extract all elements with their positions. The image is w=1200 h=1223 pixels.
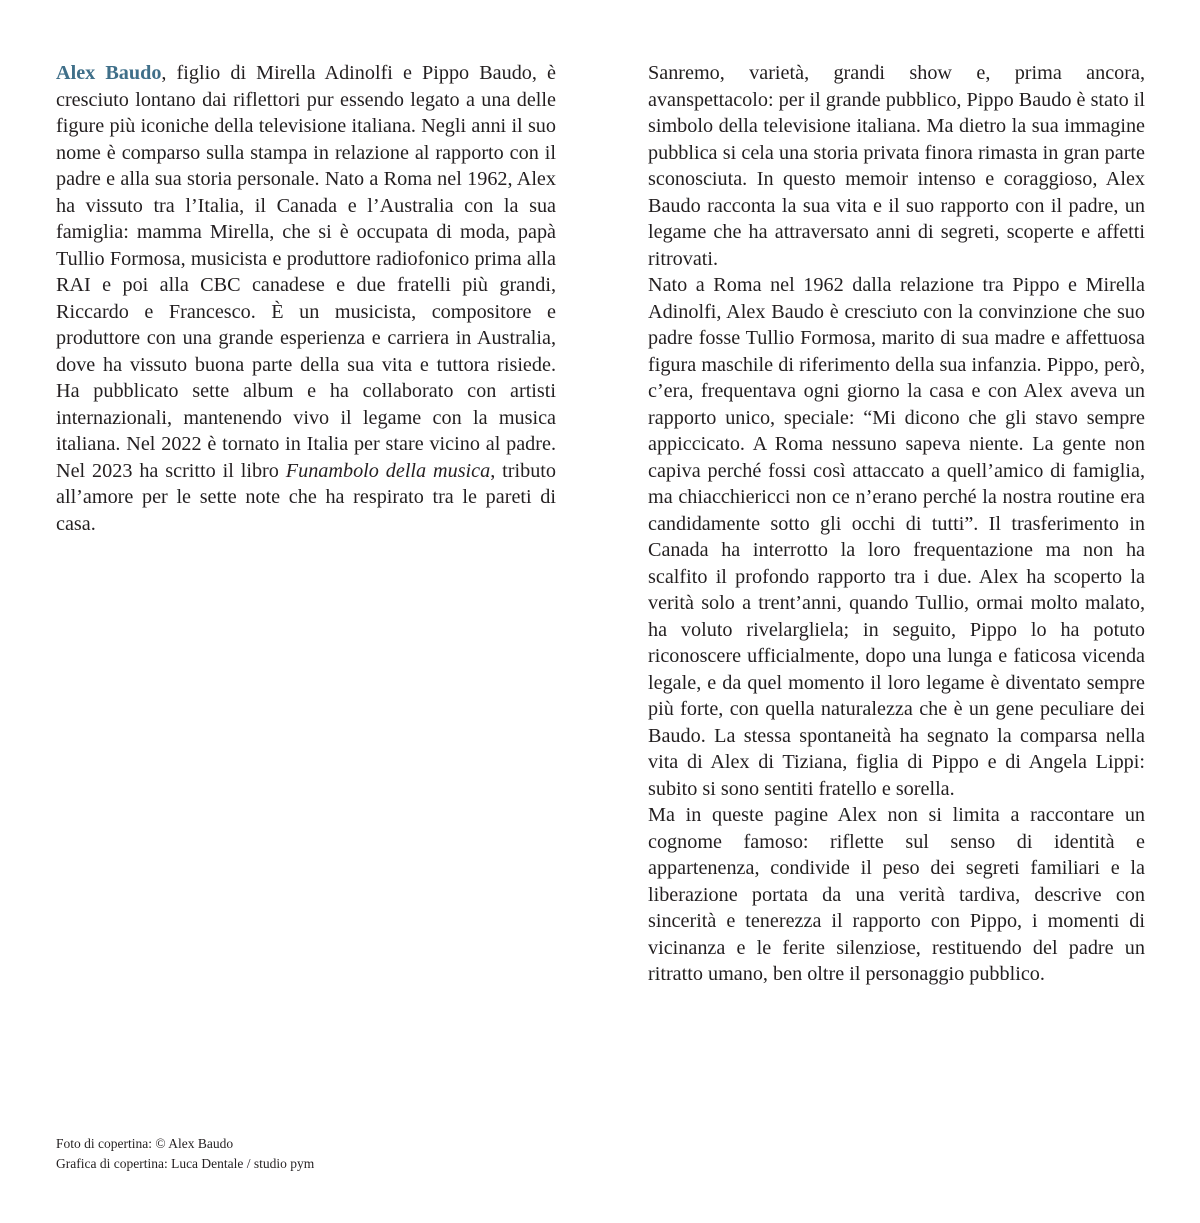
author-bio-column xyxy=(56,60,556,537)
author-bio xyxy=(56,60,556,537)
author-bio-text-2: , tributo all’amore per le sette note che ha respirato tra le pareti di casa. xyxy=(56,459,556,535)
synopsis-column xyxy=(648,60,1145,988)
author-name: Alex Baudo xyxy=(56,62,162,84)
photo-credit: Foto di copertina: © Alex Baudo xyxy=(56,1136,234,1151)
cover-credits xyxy=(56,1134,314,1174)
synopsis-paragraph-3: Ma in queste pagine Alex non si limita a raccontare un cognome famoso: riflette sul senso di identità e appartenenza, condivide il peso dei segreti familiari e la liberazione portata da una verità tardiva, descrive con sincerità e tenerezza il rapporto con Pippo, i momenti di vicinanza e le ferite silenziose, restituendo del padre un ritratto umano, ben oltre il personaggio pubblico. xyxy=(648,804,1145,985)
synopsis-paragraph-1: Sanremo, varietà, grandi show e, prima ancora, avanspettacolo: per il grande pubblico, Pippo Baudo è stato il simbolo della televisione italiana. Ma dietro la sua immagine pubblica si cela una storia privata finora rimasta in gran parte sconosciuta. In questo memoir intenso e coraggioso, Alex Baudo racconta la sua vita e il suo rapporto con il padre, un legame che ha attraversato anni di segreti, scoperte e affetti ritrovati. xyxy=(648,62,1145,270)
design-credit: Grafica di copertina: Luca Dentale / studio pym xyxy=(56,1156,315,1171)
author-bio-text-1: , figlio di Mirella Adinolfi e Pippo Baudo, è cresciuto lontano dai riflettori pur essendo legato a una delle figure più iconiche della televisione italiana. Negli anni il suo nome è comparso sulla stampa in relazione al rapporto con il padre e alla sua storia personale. Nato a Roma nel 1962, Alex ha vissuto tra l’Italia, il Canada e l’Australia con la sua famiglia: mamma Mirella, che si è occupata di moda, papà Tullio Formosa, musicista e produttore radiofonico prima alla RAI e poi alla CBC canadese e due fratelli più grandi, Riccardo e Francesco. È un musicista, compositore e produttore con una grande esperienza e carriera in Australia, dove ha vissuto buona parte della sua vita e tuttora risiede. Ha pubblicato sette album e ha collaborato con artisti internazionali, mantenendo vivo il legame con la musica italiana. Nel 2022 è tornato in Italia per stare vicino al padre. Nel 2023 ha scritto il libro xyxy=(56,62,556,482)
synopsis-paragraph-2: Nato a Roma nel 1962 dalla relazione tra Pippo e Mirella Adinolfi, Alex Baudo è cresciuto con la convinzione che suo padre fosse Tullio Formosa, marito di sua madre e affettuosa figura maschile di riferimento della sua infanzia. Pippo, però, c’era, frequentava ogni giorno la casa e con Alex aveva un rapporto unico, speciale: “Mi dicono che gli stavo sempre appiccicato. A Roma nessuno sapeva niente. La gente non capiva perché fossi così attaccato a quell’amico di famiglia, ma chiacchiericci non ce n’erano perché la nostra routine era candidamente sotto gli occhi di tutti”. Il trasferimento in Canada ha interrotto la loro frequentazione ma non ha scalfito il profondo rapporto tra i due. Alex ha scoperto la verità solo a trent’anni, quando Tullio, ormai molto malato, ha voluto rivelargliela; in seguito, Pippo lo ha potuto riconoscere ufficialmente, dopo una lunga e faticosa vicenda legale, e da quel momento il loro legame è diventato sempre più forte, con quella naturalezza che è un gene peculiare dei Baudo. La stessa spontaneità ha segnato la comparsa nella vita di Alex di Tiziana, figlia di Pippo e di Angela Lippi: subito si sono sentiti fratello e sorella. xyxy=(648,274,1145,800)
book-title: Funambolo della musica xyxy=(285,459,491,482)
